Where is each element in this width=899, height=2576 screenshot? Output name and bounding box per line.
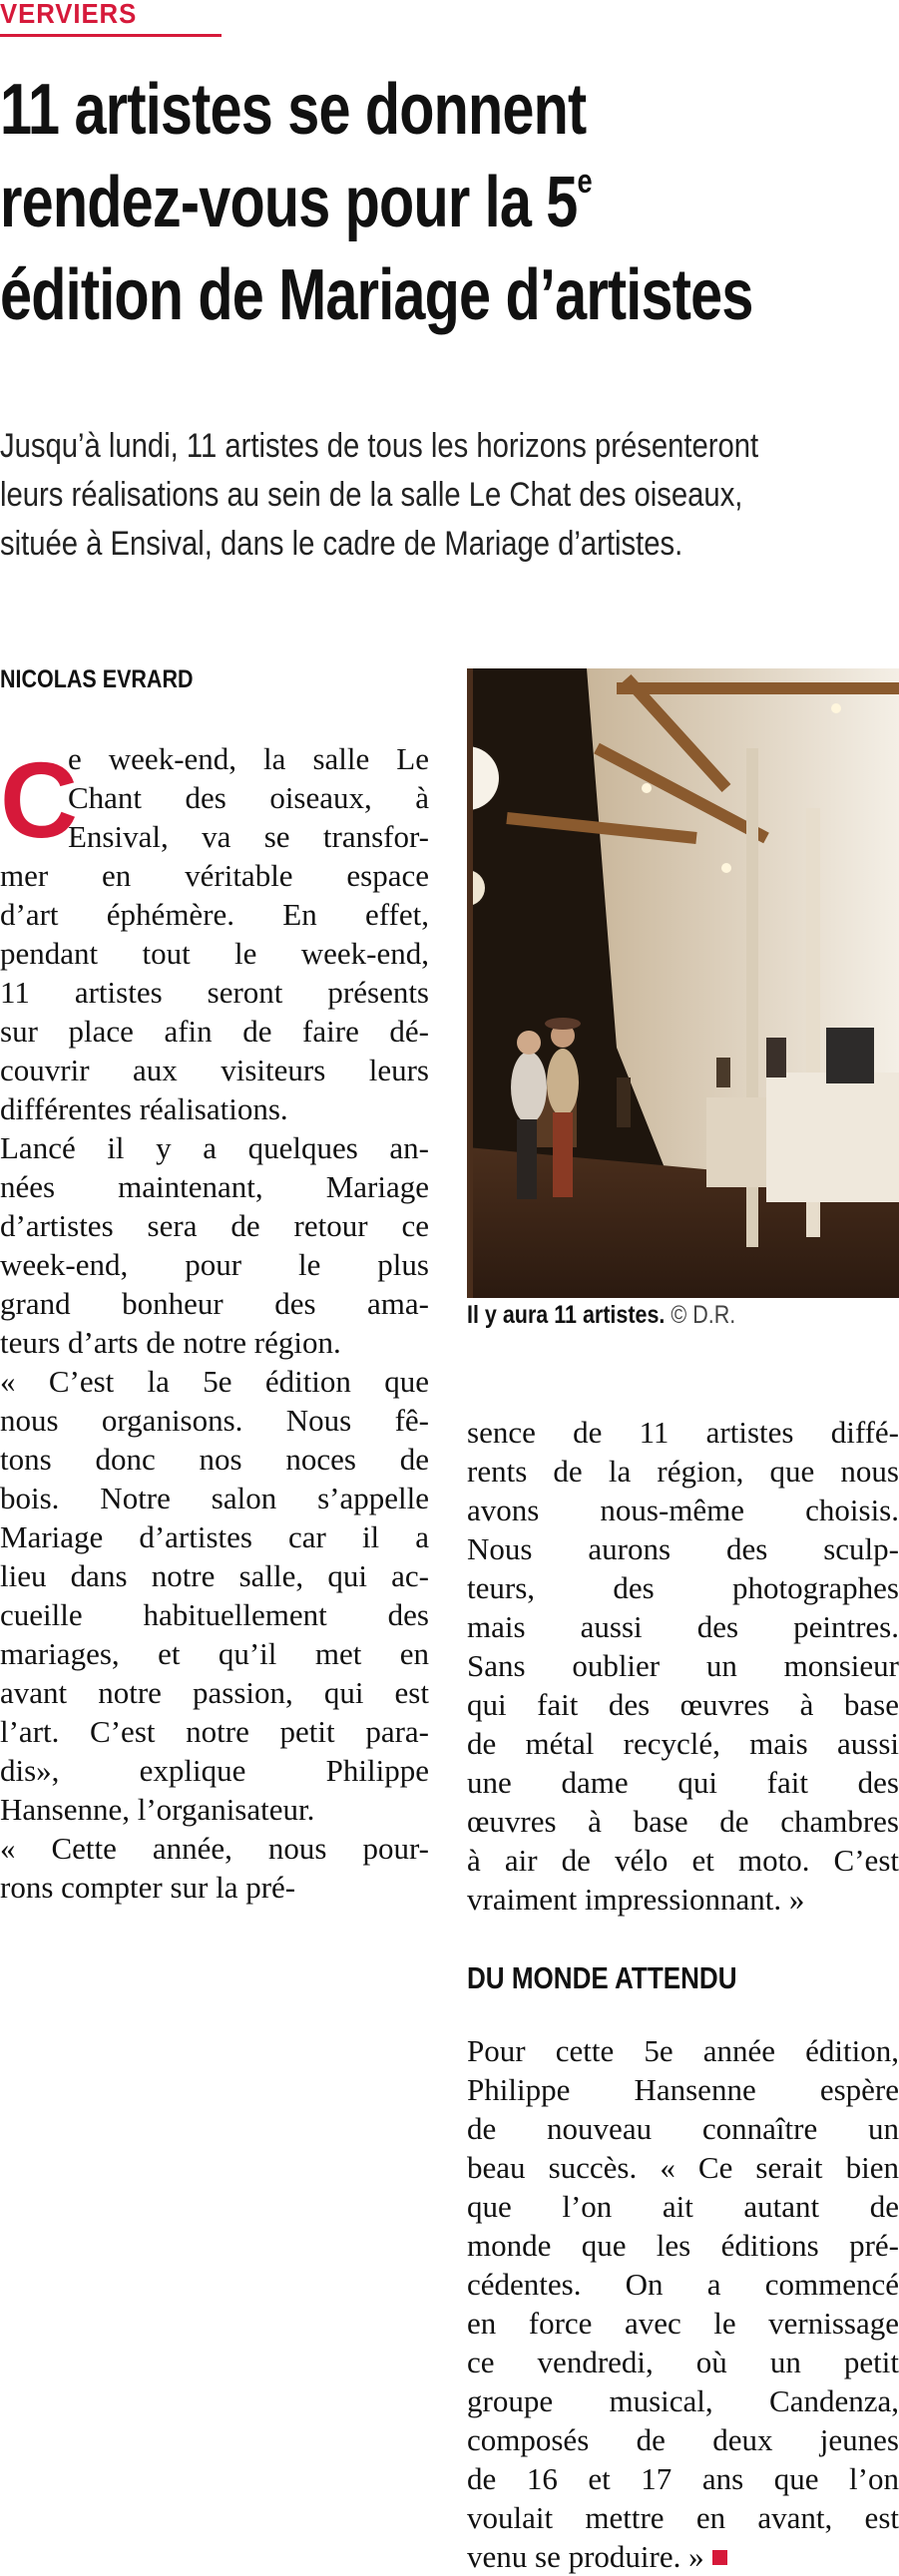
text-line: vraiment impressionnant. » xyxy=(467,1882,805,1917)
headline xyxy=(0,64,894,342)
byline: NICOLAS EVRARD xyxy=(0,665,194,693)
lead-paragraph xyxy=(0,422,858,569)
text-line: composés de deux jeunes xyxy=(467,2422,899,2457)
headline-line-3: édition de Mariage d’artistes xyxy=(0,255,753,335)
text-line: que l’on ait autant de xyxy=(467,2189,899,2224)
text-line: de 16 et 17 ans que l’on xyxy=(467,2461,899,2496)
drop-cap: C xyxy=(0,739,78,860)
text-line: mariages, et qu’il met en xyxy=(0,1636,429,1671)
text-line: grand bonheur des ama- xyxy=(0,1286,429,1321)
text-line: d’artistes sera de retour ce xyxy=(0,1208,429,1243)
text-line: pendant tout le week-end, xyxy=(0,936,429,971)
text-line: e week-end, la salle Le xyxy=(68,741,429,776)
text-line: sence de 11 artistes diffé- xyxy=(467,1415,899,1450)
text-line: sur place afin de faire dé- xyxy=(0,1014,429,1049)
text-line: ce vendredi, où un petit xyxy=(467,2345,899,2379)
text-line: venu se produire. » xyxy=(467,2537,899,2576)
text-line: œuvres à base de chambres xyxy=(467,1804,899,1839)
text-line: rents de la région, que nous xyxy=(467,1454,899,1489)
text-line: voulait mettre en avant, est xyxy=(467,2500,899,2535)
lead-line: leurs réalisations au sein de la salle Le Chat des oiseaux, xyxy=(0,476,743,514)
text-line: cédentes. On a commencé xyxy=(467,2267,899,2302)
text-line: de métal recyclé, mais aussi xyxy=(467,1726,899,1761)
text-line: d’art éphémère. En effet, xyxy=(0,897,429,932)
text-line: Lancé il y a quelques an- xyxy=(0,1130,429,1165)
headline-line-1: 11 artistes se donnent xyxy=(0,70,587,150)
section-kicker: VERVIERS xyxy=(0,0,138,29)
text-line: Hansenne, l’organisateur. xyxy=(0,1792,315,1827)
text-line: week-end, pour le plus xyxy=(0,1247,429,1282)
text-line: « Cette année, nous pour- xyxy=(0,1831,429,1866)
text-line: dis», explique Philippe xyxy=(0,1753,429,1788)
text-line: Chant des oiseaux, à xyxy=(68,780,429,815)
caption-text: Il y aura 11 artistes. xyxy=(467,1301,666,1329)
text-line: lieu dans notre salle, qui ac- xyxy=(0,1558,429,1593)
text-line: mais aussi des peintres. xyxy=(467,1609,899,1644)
text-line: beau succès. « Ce serait bien xyxy=(467,2150,899,2185)
text-line: Sans oublier un monsieur xyxy=(467,1648,899,1683)
text-line: nous organisons. Nous fê- xyxy=(0,1403,429,1438)
text-line: en force avec le vernissage xyxy=(467,2306,899,2341)
headline-line-2-text: rendez-vous pour la 5 xyxy=(0,163,578,242)
body-column-1 xyxy=(0,739,429,1907)
text-line: Nous aurons des sculp- xyxy=(467,1531,899,1566)
text-line: qui fait des œuvres à base xyxy=(467,1687,899,1722)
headline-superscript: e xyxy=(577,163,592,201)
text-line: cueille habituellement des xyxy=(0,1597,429,1632)
article-photo xyxy=(467,668,899,1298)
text-line: Ensival, va se transfor- xyxy=(68,819,429,854)
kicker-underline xyxy=(0,34,222,37)
photo-caption xyxy=(467,1301,735,1329)
text-line: « C’est la 5e édition que xyxy=(0,1364,429,1399)
text-line: nées maintenant, Mariage xyxy=(0,1169,429,1204)
text-line: couvrir aux visiteurs leurs xyxy=(0,1053,429,1087)
text-line: différentes réalisations. xyxy=(0,1091,288,1126)
text-line: 11 artistes seront présents xyxy=(0,975,429,1010)
text-line: teurs d’arts de notre région. xyxy=(0,1325,341,1360)
text-line: Philippe Hansenne espère xyxy=(467,2072,899,2107)
gallery-photo-illustration xyxy=(467,668,899,1298)
lead-line: Jusqu’à lundi, 11 artistes de tous les horizons présenteront xyxy=(0,427,759,465)
text-line: de nouveau connaître un xyxy=(467,2111,899,2146)
end-of-article-mark xyxy=(712,2550,727,2565)
text-line: Mariage d’artistes car il a xyxy=(0,1519,429,1554)
text-line: une dame qui fait des xyxy=(467,1765,899,1800)
lead-line: située à Ensival, dans le cadre de Mariage d’artistes. xyxy=(0,525,683,563)
text-line: Pour cette 5e année édition, xyxy=(467,2033,899,2068)
text-line: tons donc nos noces de xyxy=(0,1442,429,1477)
headline-line-2 xyxy=(0,157,894,249)
photo-credit: © D.R. xyxy=(671,1301,736,1329)
text-line: avant notre passion, qui est xyxy=(0,1675,429,1710)
text-line: monde que les éditions pré- xyxy=(467,2228,899,2263)
text-line: mer en véritable espace xyxy=(0,858,429,893)
text-line: à air de vélo et moto. C’est xyxy=(467,1843,899,1878)
text-line: l’art. C’est notre petit para- xyxy=(0,1714,429,1749)
subheading: DU MONDE ATTENDU xyxy=(467,1960,737,1995)
body-column-3 xyxy=(467,2031,899,2576)
text-line: groupe musical, Candenza, xyxy=(467,2383,899,2418)
text-line: teurs, des photographes xyxy=(467,1570,899,1605)
text-line: bois. Notre salon s’appelle xyxy=(0,1481,429,1515)
body-column-2 xyxy=(467,1413,899,1919)
text-line: avons nous-même choisis. xyxy=(467,1493,899,1527)
text-line: rons compter sur la pré- xyxy=(0,1870,296,1905)
